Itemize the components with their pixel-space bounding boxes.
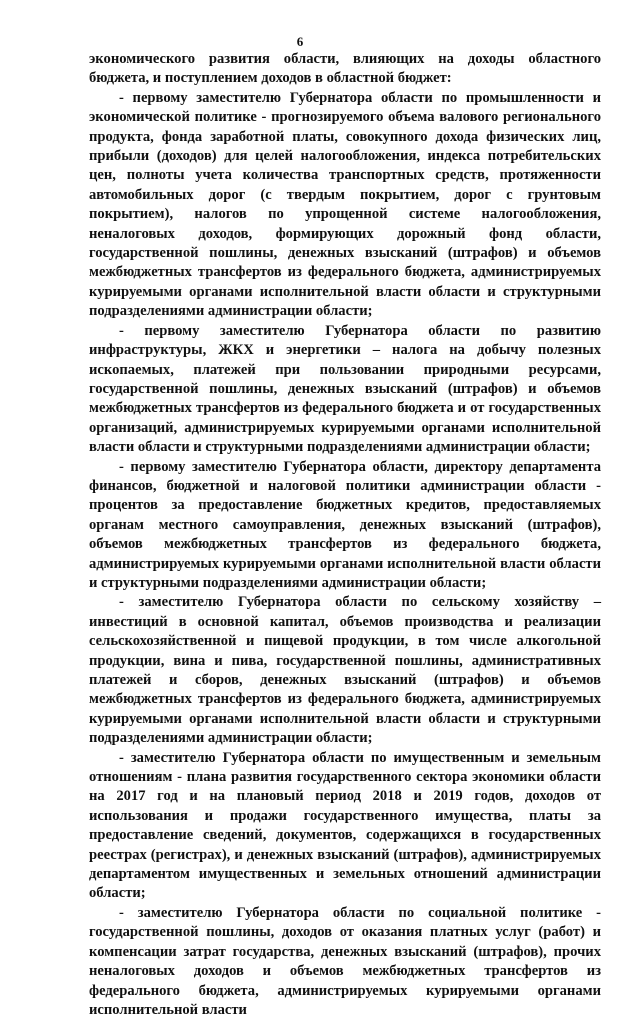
paragraph-social-policy: - заместителю Губернатора области по социальной политике - государственной пошлины, доходов от оказания платных услуг (работ) и компенсации затрат государства, денежных взысканий (штрафов), прочих неналоговых доходов и объемов межбюджетных трансфертов из федерального бюджета, администрируемых курируемыми органами исполнительной власти [89, 904, 601, 1018]
paragraph-property-land: - заместителю Губернатора области по имущественным и земельным отношениям - плана развития государственного сектора экономики области на 2017 год и на плановый период 2018 и 2019 годов, доходов от использования и продажи государственного имущества, платы за предоставление сведений, документов, содержащихся в государственных реестрах (регистрах), и денежных взысканий (штрафов), администрируемых департаментом имущественных и земельных отношений администрации области; [89, 749, 601, 902]
paragraph-finance: - первому заместителю Губернатора области, директору департамента финансов, бюджетной и налоговой политики администрации области - процентов за предоставление бюджетных кредитов, предоставляемых органам местного самоуправления, денежных взысканий (штрафов), объемов межбюджетных трансфертов из федерального бюджета, администрируемых курируемыми органами исполнительной власти области и структурными подразделениями администрации области; [89, 458, 601, 591]
paragraph-intro: экономического развития области, влияющих на доходы областного бюджета, и поступлением доходов в областной бюджет: [89, 51, 601, 87]
document-body [89, 50, 601, 1020]
page-number: 6 [296, 34, 304, 49]
paragraph-agriculture: - заместителю Губернатора области по сельскому хозяйству – инвестиций в основной капитал, объемов производства и реализации сельскохозяйственной и пищевой продукции, в том числе алкогольной продукции, вина и пива, государственной пошлины, административных платежей и сборов, денежных взысканий (штрафов) и объемов межбюджетных трансфертов из федерального бюджета, администрируемых курируемыми органами исполнительной власти области и структурными подразделениями администрации области; [89, 594, 601, 747]
paragraph-industry-economy: - первому заместителю Губернатора области по промышленности и экономической политике - прогнозируемого объема валового регионального продукта, фонда заработной платы, совокупного дохода физических лиц, прибыли (доходов) для целей налогообложения, индекса потребительских цен, полноты учета количества транспортных средств, протяженности автомобильных дорог (с твердым покрытием, дорог с грунтовым покрытием), налогов по упрощенной системе налогообложения, неналоговых доходов, формирующих дорожный фонд области, государственной пошлины, денежных взысканий (штрафов) и объемов межбюджетных трансфертов из федерального бюджета, администрируемых курируемыми органами исполнительной власти области и структурными подразделениями администрации области; [89, 89, 601, 320]
paragraph-infrastructure: - первому заместителю Губернатора области по развитию инфраструктуры, ЖКХ и энергетики – налога на добычу полезных ископаемых, платежей при пользовании природными ресурсами, государственной пошлины, денежных взысканий (штрафов) и объемов межбюджетных трансфертов из федерального бюджета и от государственных организаций, администрируемых курируемыми органами исполнительной власти области и структурными подразделениями администрации области; [89, 322, 601, 456]
